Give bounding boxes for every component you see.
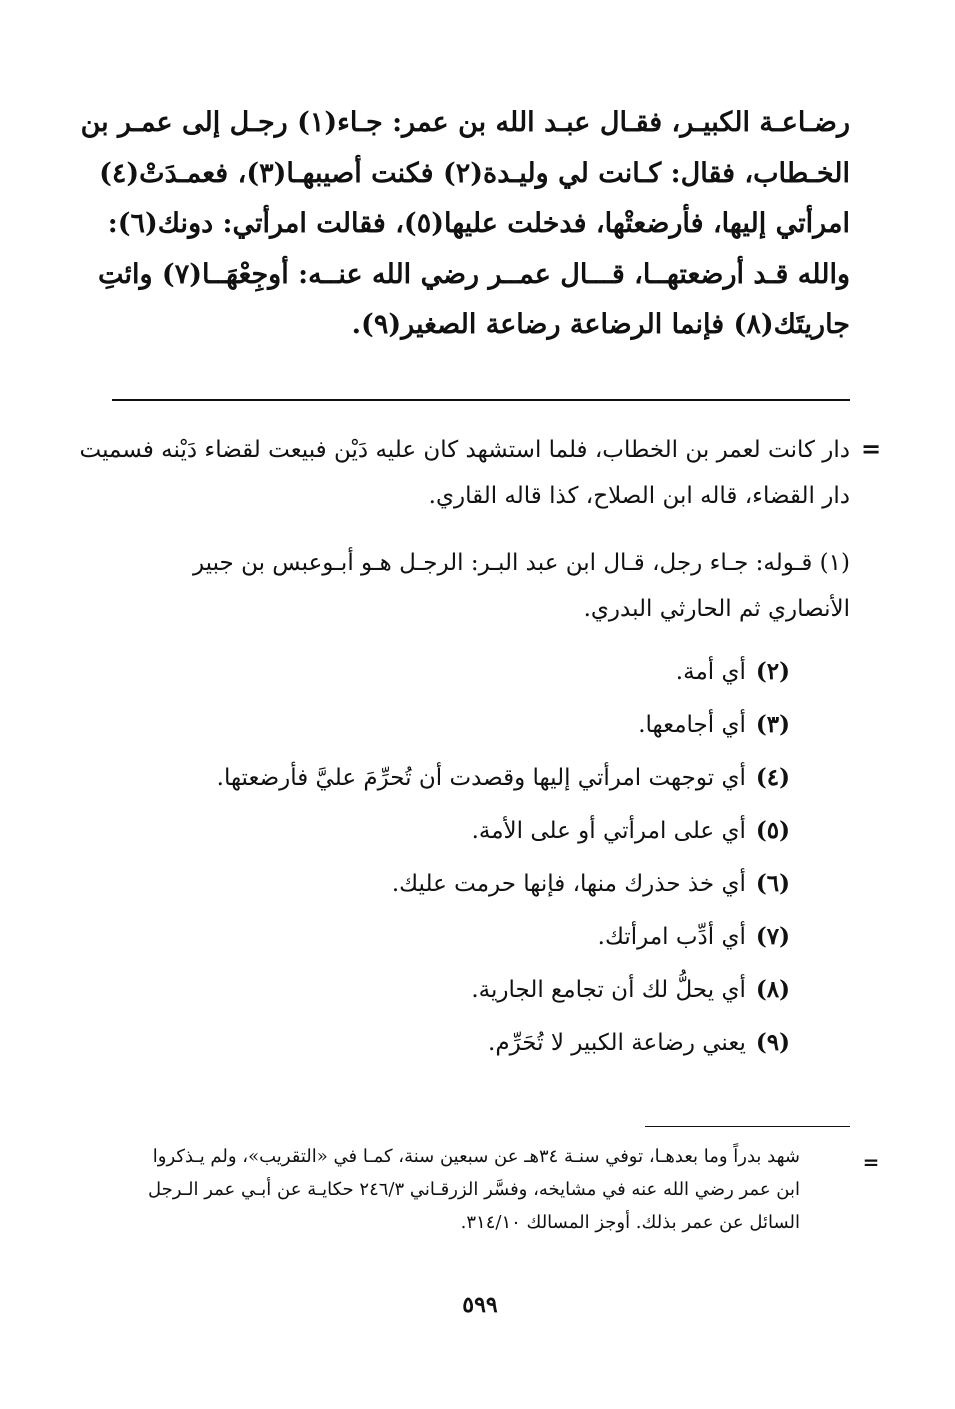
footnote-number: (٣) [755, 711, 790, 738]
main-text-line: والله قـد أرضعتهــا، قـــال عمــر رضي الله عنــه: أوجِعْهَــا(٧) وائتِ [97, 258, 850, 290]
footnote-3 [638, 707, 790, 743]
commentary-line: دار كانت لعمر بن الخطاب، فلما استشهد كان عليه دَيْن فبيعت لقضاء دَيْنه فسميت [79, 437, 850, 463]
footnote-1-line: (١) قـوله: جـاء رجل، قـال ابن عبد البـر: الرجـل هـو أبـوعبس بن جبير [192, 550, 850, 576]
footnote-4 [217, 760, 790, 796]
footnote-number: (٨) [755, 976, 790, 1003]
footnote-text: أي أدِّب امرأتك. [597, 924, 746, 950]
footnote-5 [472, 813, 790, 849]
main-text-line: امرأتي إليها، فأرضعتْها، فدخلت عليها(٥)، فقالت امرأتي: دونك(٦): [107, 208, 850, 239]
footnote-6 [392, 866, 790, 902]
footnote-number: (٩) [755, 1029, 790, 1056]
footnote-9 [488, 1025, 790, 1061]
footnote-text: أي خذ حذرك منها، فإنها حرمت عليك. [391, 871, 746, 897]
footnote-7 [598, 919, 790, 955]
continuation-mark: = [862, 1150, 880, 1174]
footnote-text: أي توجهت امرأتي إليها وقصدت أن تُحرِّمَ عليَّ فأرضعتها. [216, 765, 746, 791]
sub-footnotes [110, 1140, 800, 1239]
commentary-continued [79, 427, 850, 519]
footnote-text: يعني رضاعة الكبير لا تُحَرِّم. [488, 1030, 746, 1056]
sub-footnote-line: ابن عمر رضي الله عنه في مشايخه، وفسَّر الزرقـاني ٢٤٦/٣ حكايـة عن أبـي عمر الـرجل [148, 1179, 800, 1200]
footnote-2 [676, 654, 790, 690]
sub-footnote-line: السائل عن عمر بذلك. أوجز المسالك ٣١٤/١٠. [460, 1212, 800, 1233]
footnote-text: أي على امرأتي أو على الأمة. [471, 818, 746, 844]
footnote-separator [112, 399, 850, 401]
footnote-text: أي أجامعها. [638, 712, 746, 738]
sub-footnote-line: شهد بدراً وما بعدهـا، توفي سنـة ٣٤هـ عن سبعين سنة، كمـا في «التقريب»، ولم يـذكروا [152, 1146, 800, 1167]
main-text-line: الخـطاب، فقال: كـانت لي وليـدة(٢) فكنت أصيبهـا(٣)، فعمـدَتْ(٤) [99, 157, 850, 189]
main-text [80, 98, 850, 351]
page-number: ٥٩٩ [462, 1292, 498, 1318]
footnote-number: (٦) [755, 870, 790, 897]
continuation-mark: = [860, 434, 882, 463]
main-text-line: جاريتَك(٨) فإنما الرضاعة رضاعة الصغير(٩). [351, 309, 850, 340]
commentary-line: دار القضاء، قاله ابن الصلاح، كذا قاله القاري. [428, 483, 850, 509]
footnote-number: (٥) [755, 817, 790, 844]
footnote-number: (٧) [755, 923, 790, 950]
sub-footnote-separator [645, 1126, 850, 1127]
footnote-number: (٤) [755, 764, 790, 791]
footnote-8 [471, 972, 790, 1008]
footnote-1-line: الأنصاري ثم الحارثي البدري. [583, 596, 850, 622]
footnote-text: أي يحلُّ لك أن تجامع الجارية. [471, 977, 746, 1003]
footnote-text: أي أمة. [675, 659, 746, 685]
footnote-1 [112, 540, 850, 632]
main-text-line: رضـاعـة الكبيـر، فقـال عبـد الله بن عمر: جـاء(١) رجـل إلى عمـر بن [80, 107, 850, 138]
footnote-number: (٢) [755, 658, 790, 685]
